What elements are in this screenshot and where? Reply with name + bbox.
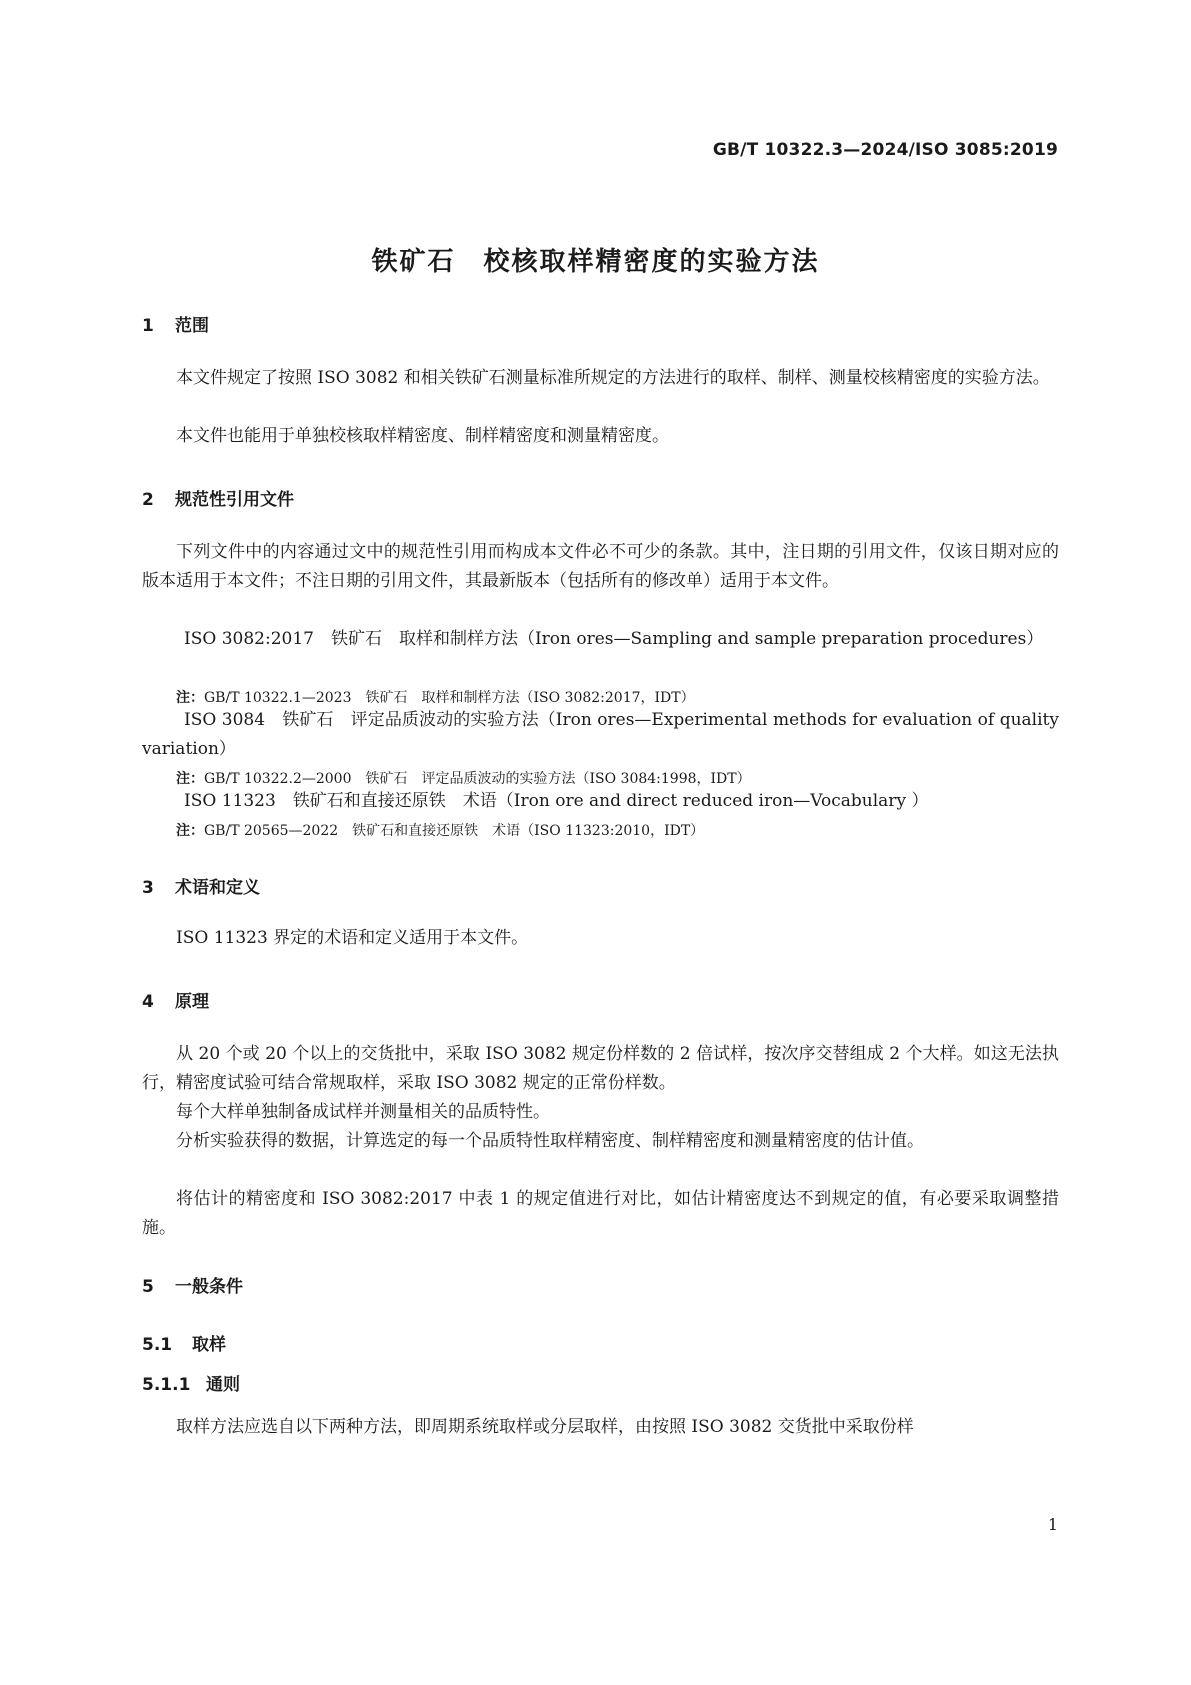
note-text: GB/T 20565—2022 铁矿石和直接还原铁 术语（ISO 11323:2010，IDT）	[204, 823, 705, 839]
reference-entry: ISO 3082:2017 铁矿石 取样和制样方法（Iron ores—Sampling and sample preparation procedures）	[184, 629, 1044, 649]
paragraph: 本文件规定了按照 ISO 3082 和相关铁矿石测量标准所规定的方法进行的取样、制样、测量校核精密度的实验方法。	[176, 368, 1050, 388]
reference-note	[176, 687, 695, 707]
paragraph: 取样方法应选自以下两种方法，即周期系统取样或分层取样，由按照 ISO 3082 交货批中采取份样	[176, 1417, 914, 1437]
section-1-heading	[142, 311, 209, 336]
paragraph: ISO 11323 界定的术语和定义适用于本文件。	[176, 928, 529, 948]
reference-note	[176, 768, 751, 788]
note-text: GB/T 10322.2—2000 铁矿石 评定品质波动的实验方法（ISO 3084:1998，IDT）	[204, 771, 751, 787]
section-title: 原理	[175, 992, 209, 1012]
section-number: 5.1	[142, 1335, 173, 1355]
reference-entry: ISO 3084 铁矿石 评定品质波动的实验方法（Iron ores—Experimental methods for evaluation of quality variation）	[142, 710, 1059, 759]
section-number: 2	[142, 490, 154, 510]
section-title: 取样	[192, 1335, 226, 1355]
standard-code: GB/T 10322.3—2024/ISO 3085:2019	[712, 140, 1058, 160]
note-label: 注：	[176, 690, 204, 706]
subsection-5-1-heading	[142, 1330, 226, 1355]
section-title: 一般条件	[175, 1277, 243, 1297]
reference-note	[176, 820, 704, 840]
paragraph: 每个大样单独制备成试样并测量相关的品质特性。	[176, 1102, 550, 1122]
section-5-heading	[142, 1272, 243, 1297]
section-number: 5	[142, 1277, 154, 1297]
section-title: 术语和定义	[175, 878, 260, 898]
section-3-heading	[142, 873, 260, 898]
paragraph: 本文件也能用于单独校核取样精密度、制样精密度和测量精密度。	[176, 426, 669, 446]
document-title: 铁矿石 校核取样精密度的实验方法	[371, 247, 820, 277]
note-text: GB/T 10322.1—2023 铁矿石 取样和制样方法（ISO 3082:2017，IDT）	[204, 690, 695, 706]
section-4-heading	[142, 987, 209, 1012]
reference-entry: ISO 11323 铁矿石和直接还原铁 术语（Iron ore and direct reduced iron—Vocabulary ）	[184, 791, 929, 811]
paragraph: 将估计的精密度和 ISO 3082:2017 中表 1 的规定值进行对比，如估计精密度达不到规定的值，有必要采取调整措施。	[142, 1189, 1059, 1238]
section-number: 3	[142, 878, 154, 898]
paragraph: 分析实验获得的数据，计算选定的每一个品质特性取样精密度、制样精密度和测量精密度的估计值。	[176, 1131, 924, 1151]
note-label: 注：	[176, 823, 204, 839]
paragraph: 下列文件中的内容通过文中的规范性引用而构成本文件必不可少的条款。其中，注日期的引用文件，仅该日期对应的版本适用于本文件；不注日期的引用文件，其最新版本（包括所有的修改单）适用于本文件。	[142, 542, 1059, 591]
section-title: 规范性引用文件	[175, 490, 294, 510]
subsection-5-1-1-heading	[142, 1370, 240, 1395]
section-number: 5.1.1	[142, 1375, 191, 1395]
section-title: 范围	[175, 316, 209, 336]
note-label: 注：	[176, 771, 204, 787]
paragraph: 从 20 个或 20 个以上的交货批中，采取 ISO 3082 规定份样数的 2 倍试样，按次序交替组成 2 个大样。如这无法执行，精密度试验可结合常规取样，采取 ISO 3082 规定的正常份样数。	[142, 1044, 1059, 1093]
section-title: 通则	[206, 1375, 240, 1395]
page-number: 1	[1047, 1515, 1058, 1534]
section-number: 4	[142, 992, 154, 1012]
section-number: 1	[142, 316, 154, 336]
section-2-heading	[142, 485, 294, 510]
